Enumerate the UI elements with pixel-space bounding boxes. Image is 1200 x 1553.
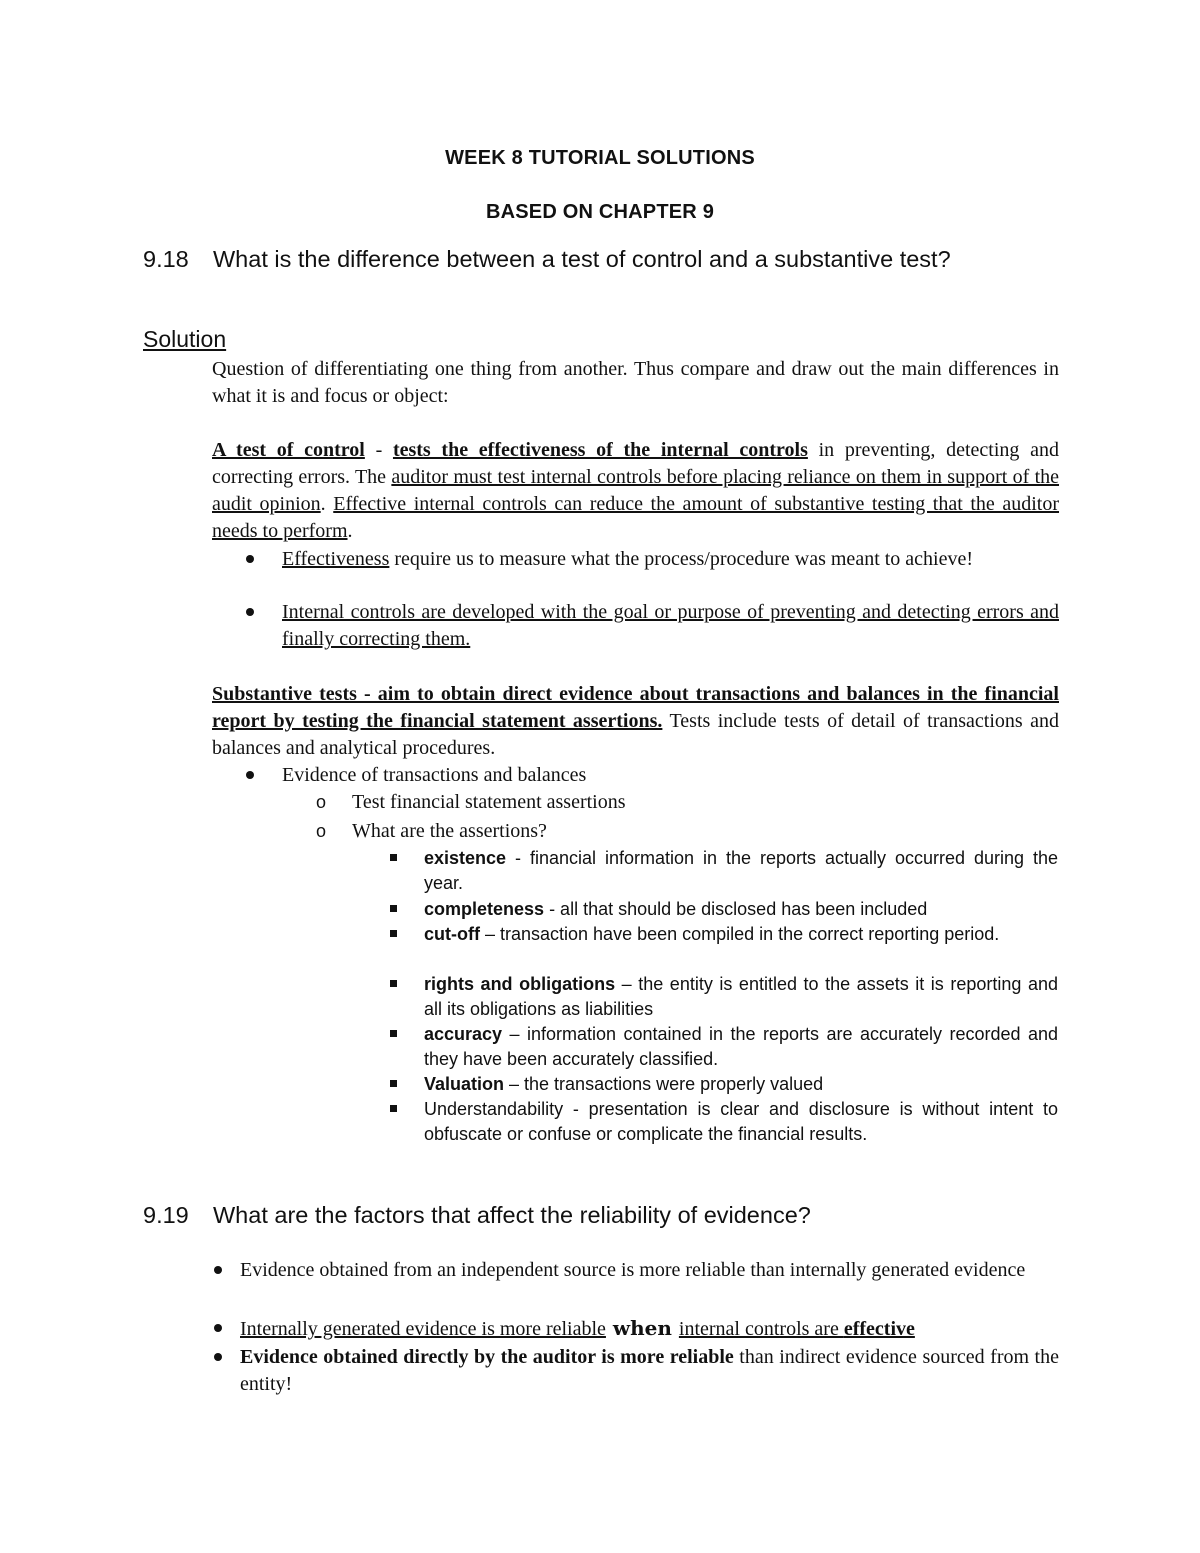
circle-bullet-icon: o [316, 792, 327, 812]
square-bullet-icon [390, 905, 397, 912]
list-item: Internally generated evidence is more reliable when internal controls are effective [240, 1315, 1059, 1343]
toc-underlined-1: auditor must test internal controls before placing reliance on them in support of the audit opinion [212, 466, 1060, 515]
solution-heading: Solution [143, 326, 227, 352]
question-9-19 [143, 1201, 1063, 1230]
sub-list-item: o Test financial statement assertions [352, 789, 1059, 816]
square-bullet-icon [390, 854, 397, 861]
square-bullet-icon [390, 980, 397, 987]
question-number: 9.18 [143, 246, 189, 272]
square-bullet-icon [390, 1080, 397, 1087]
circle-bullet-icon: o [316, 821, 327, 841]
assertion-item: accuracy – information contained in the reports are accurately recorded and they have been accurately classified. [424, 1022, 1058, 1072]
question-text: What are the factors that affect the reliability of evidence? [213, 1202, 811, 1228]
assertion-item: completeness - all that should be disclosed has been included [424, 897, 1058, 922]
intro-paragraph: Question of differentiating one thing from another. Thus compare and draw out the main differences in what it is and focus or object: [212, 358, 1059, 407]
question-text: What is the difference between a test of control and a substantive test? [213, 246, 951, 272]
toc-definition: tests the effectiveness of the internal controls [392, 439, 808, 461]
test-of-control-paragraph: A test of control - tests the effectiveness of the internal controls in preventing, detecting and correcting errors. The auditor must test internal controls before placing reliance on them in support of the audit opinion. Effective internal controls can reduce the amount of substantive testing that the auditor needs to perform. [212, 439, 1060, 542]
substantive-tests-definition: Substantive tests - aim to obtain direct evidence about transactions and balances in the financial report by testing the financial statement assertions. [212, 683, 1059, 732]
toc-underlined-2: Effective internal controls can reduce the amount of substantive testing that the auditor needs to perform [212, 493, 1060, 542]
square-bullet-icon [390, 1030, 397, 1037]
document-title: WEEK 8 TUTORIAL SOLUTIONS [445, 147, 755, 169]
substantive-tests-paragraph: Substantive tests - aim to obtain direct evidence about transactions and balances in the financial report by testing the financial statement assertions. Tests include tests of detail of transactions and balances and analytical procedures. [212, 683, 1060, 759]
document-subtitle: BASED ON CHAPTER 9 [485, 201, 715, 223]
bullet-icon [246, 771, 254, 779]
assertion-item: cut-off – transaction have been compiled in the correct reporting period. [424, 922, 1058, 947]
list-item: Evidence obtained from an independent source is more reliable than internally generated evidence [240, 1257, 1059, 1284]
bullet-icon [214, 1353, 222, 1361]
assertion-item: rights and obligations – the entity is entitled to the assets it is reporting and all its obligations as liabilities [424, 972, 1058, 1022]
list-item: Effectiveness require us to measure what the process/procedure was meant to achieve! [282, 546, 1059, 573]
sub-list-item: o What are the assertions? [352, 818, 1059, 845]
square-bullet-icon [390, 1105, 397, 1112]
bullet-icon [246, 608, 254, 616]
list-item: Evidence obtained directly by the auditor is more reliable than indirect evidence sourced from the entity! [240, 1344, 1059, 1398]
question-9-18 [143, 245, 1063, 274]
question-number: 9.19 [143, 1202, 189, 1228]
list-item: Internal controls are developed with the goal or purpose of preventing and detecting errors and finally correcting them. [282, 599, 1059, 653]
assertion-item: Understandability - presentation is clear and disclosure is without intent to obfuscate or confuse or complicate the financial results. [424, 1097, 1058, 1147]
list-item: Evidence of transactions and balances [282, 762, 1059, 789]
bullet-icon [246, 555, 254, 563]
square-bullet-icon [390, 930, 397, 937]
bullet-icon [214, 1324, 222, 1332]
bullet-icon [214, 1266, 222, 1274]
toc-term: A test of control [212, 439, 365, 461]
assertion-item: Valuation – the transactions were properly valued [424, 1072, 1058, 1097]
assertion-item: existence - financial information in the reports actually occurred during the year. [424, 846, 1058, 896]
